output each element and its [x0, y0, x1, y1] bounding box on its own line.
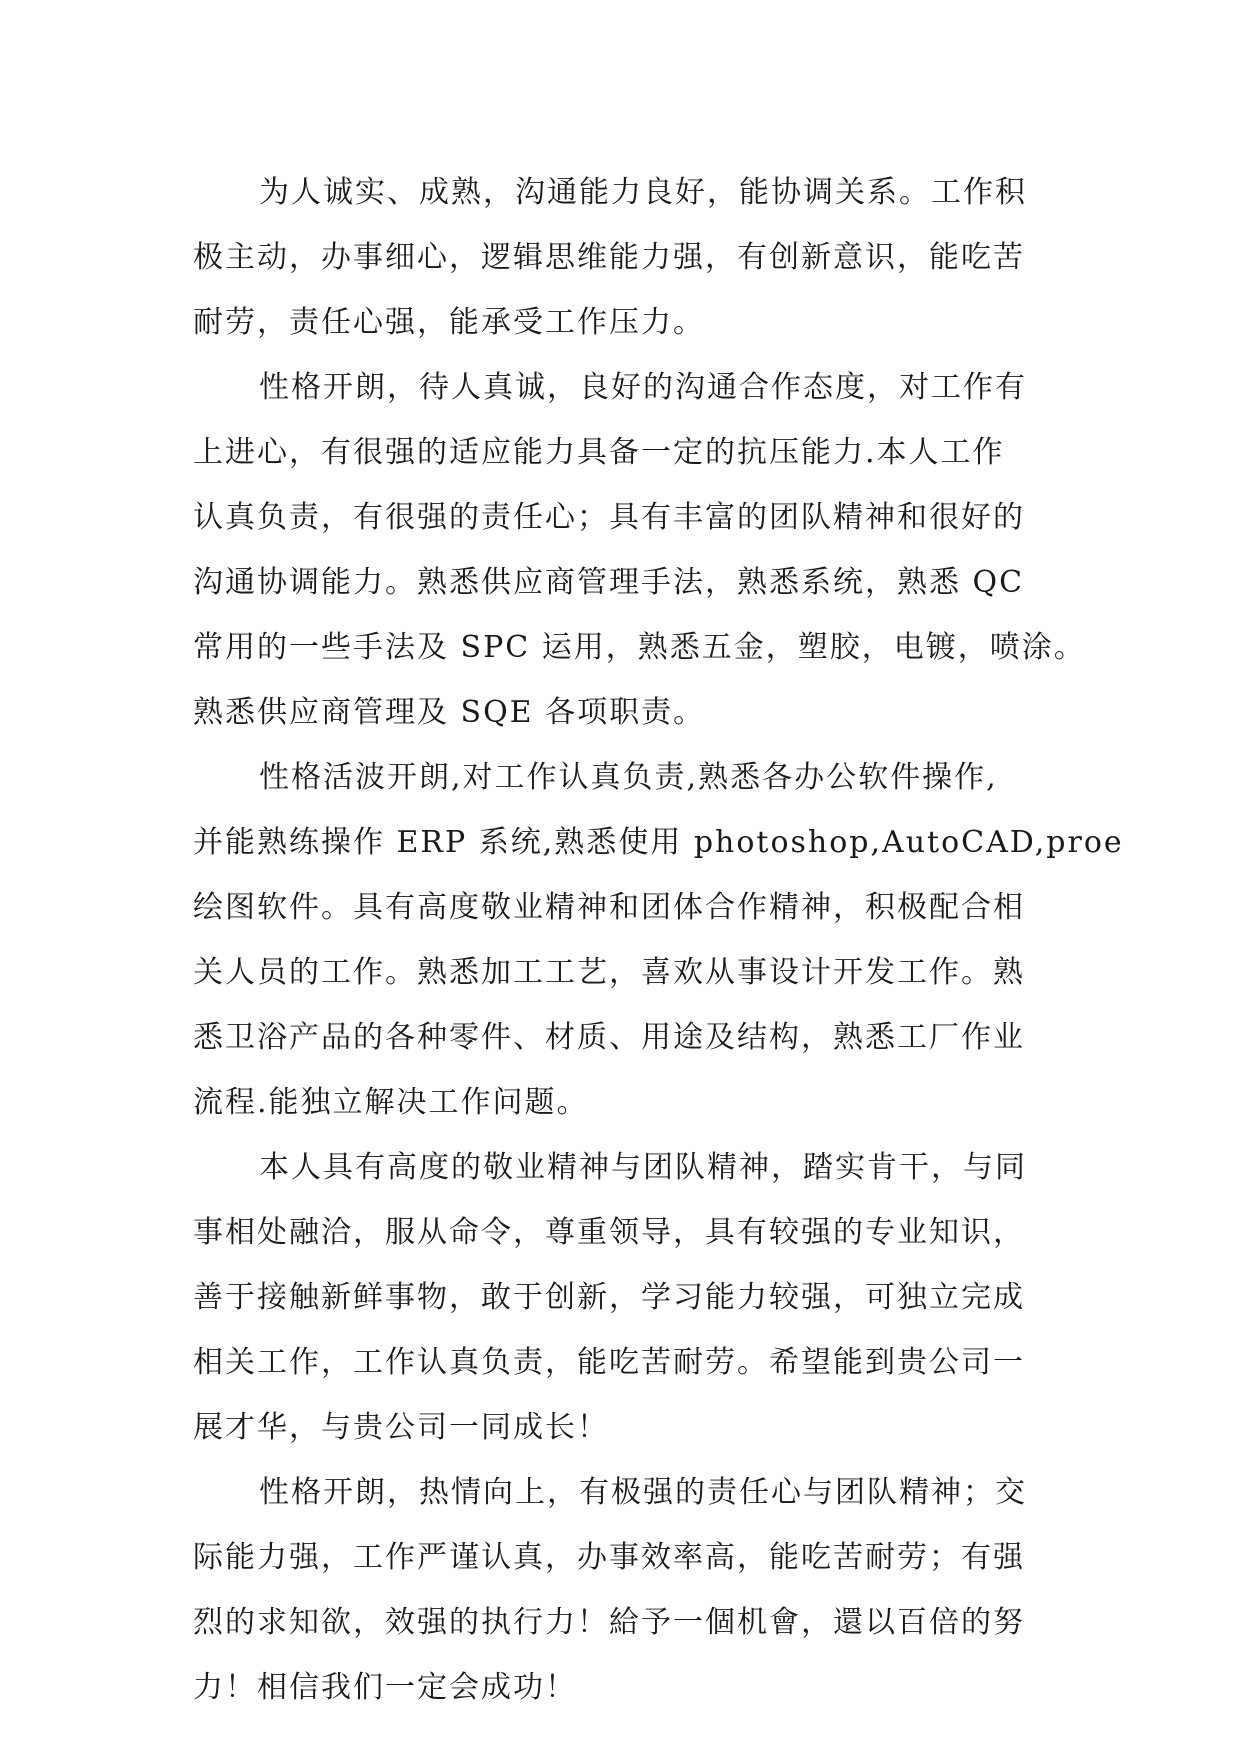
- paragraph-5: [193, 1460, 1073, 1720]
- text-line: 极主动，办事细心，逻辑思维能力强，有创新意识，能吃苦: [193, 240, 1025, 275]
- text-line: 关人员的工作。熟悉加工工艺，喜欢从事设计开发工作。熟: [193, 955, 1025, 990]
- text-line: 相关工作，工作认真负责，能吃苦耐劳。希望能到贵公司一: [193, 1345, 1025, 1380]
- text-line: 并能熟练操作 ERP 系统,熟悉使用 photoshop,AutoCAD,proe: [193, 825, 1124, 860]
- text-line: 性格开朗，热情向上，有极强的责任心与团队精神；交: [259, 1475, 1027, 1510]
- paragraph-4: [193, 1135, 1073, 1460]
- text-line: 绘图软件。具有高度敬业精神和团体合作精神，积极配合相: [193, 890, 1025, 925]
- paragraph-2: [193, 355, 1086, 745]
- text-line: 本人具有高度的敬业精神与团队精神，踏实肯干，与同: [259, 1150, 1027, 1185]
- text-line: 烈的求知欲，效强的执行力！給予一個机會，還以百倍的努: [193, 1605, 1025, 1640]
- text-line: 善于接触新鲜事物，敢于创新，学习能力较强，可独立完成: [193, 1280, 1025, 1315]
- paragraph-1: [193, 160, 1073, 355]
- text-line: 上进心，有很强的适应能力具备一定的抗压能力.本人工作: [193, 435, 1005, 470]
- text-line: 力！相信我们一定会成功！: [193, 1670, 577, 1705]
- text-line: 际能力强，工作严谨认真，办事效率高，能吃苦耐劳；有强: [193, 1540, 1025, 1575]
- text-line: 流程.能独立解决工作问题。: [193, 1085, 589, 1120]
- text-line: 展才华，与贵公司一同成长！: [193, 1410, 609, 1445]
- text-line: 事相处融洽，服从命令，尊重领导，具有较强的专业知识，: [193, 1215, 1025, 1250]
- text-line: 为人诚实、成熟，沟通能力良好，能协调关系。工作积: [259, 175, 1027, 210]
- text-line: 沟通协调能力。熟悉供应商管理手法，熟悉系统，熟悉 QC: [193, 565, 1025, 600]
- text-line: 性格开朗，待人真诚，良好的沟通合作态度，对工作有: [259, 370, 1027, 405]
- text-line: 认真负责，有很强的责任心；具有丰富的团队精神和很好的: [193, 500, 1025, 535]
- text-line: 性格活波开朗,对工作认真负责,熟悉各办公软件操作,: [259, 760, 998, 795]
- text-line: 耐劳，责任心强，能承受工作压力。: [193, 305, 705, 340]
- text-line: 常用的一些手法及 SPC 运用，熟悉五金，塑胶，电镀，喷涂。: [193, 630, 1086, 665]
- text-line: 熟悉供应商管理及 SQE 各项职责。: [193, 695, 706, 730]
- document-body: [193, 160, 1124, 1720]
- paragraph-3: [193, 745, 1124, 1135]
- text-line: 悉卫浴产品的各种零件、材质、用途及结构，熟悉工厂作业: [193, 1020, 1025, 1055]
